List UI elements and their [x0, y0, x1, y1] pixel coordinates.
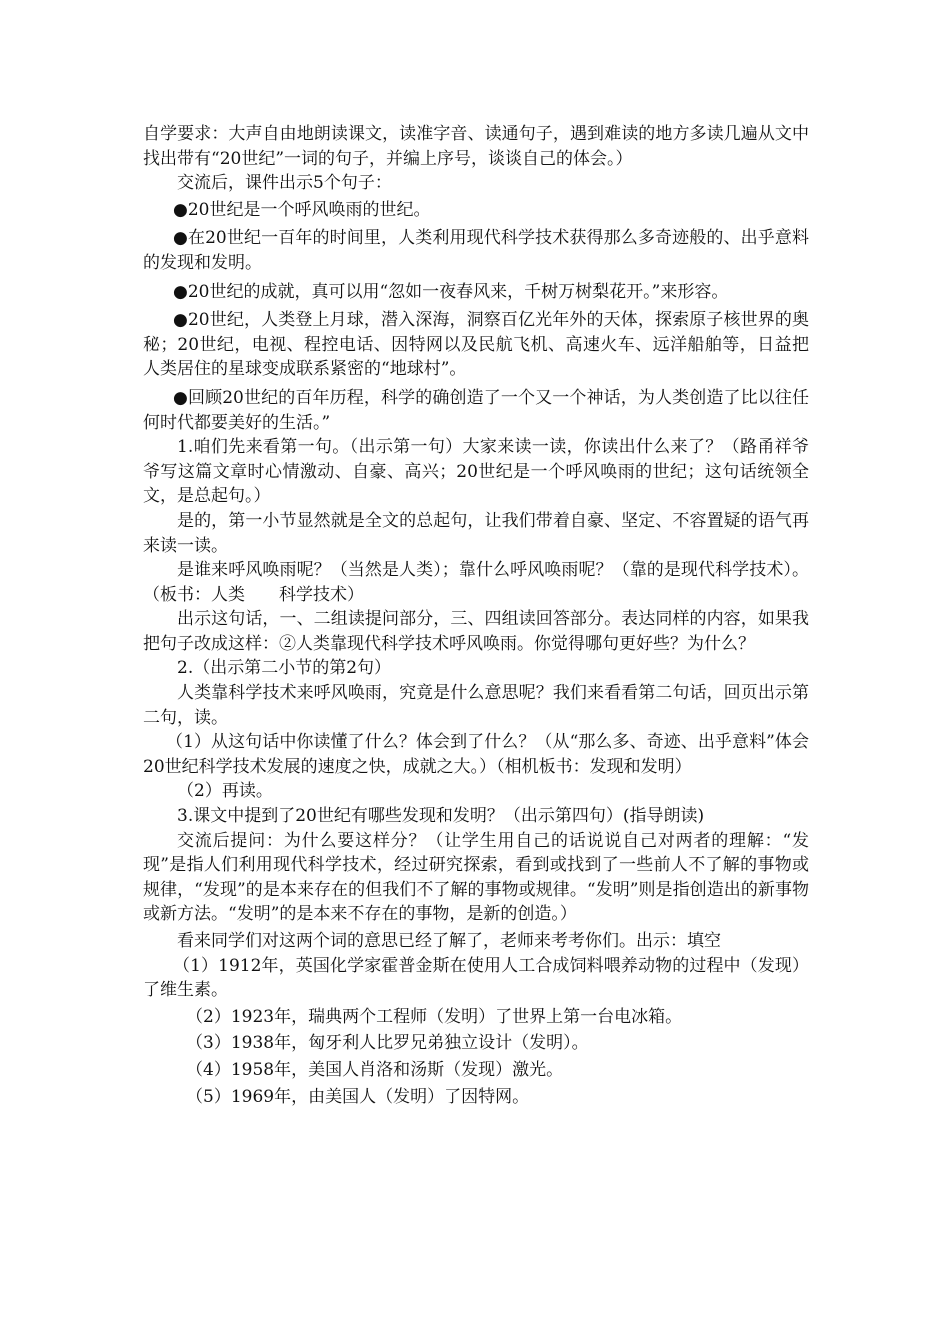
paragraph-item-2: （2）再读。 [177, 781, 273, 802]
paragraph-step-2: 2.（出示第二小节的第2句） [177, 658, 392, 679]
paragraph-exchange-intro: 交流后，课件出示5个句子： [177, 173, 392, 194]
quiz-item-2: （2）1923年，瑞典两个工程师（发明）了世界上第一台电冰箱。 [186, 1006, 683, 1027]
bullet-sentence-1: ●20世纪是一个呼风唤雨的世纪。 [173, 199, 431, 220]
paragraph-step-3: 3.课文中提到了20世纪有哪些发现和发明？（出示第四句）(指导朗读) [177, 806, 705, 827]
paragraph-who-question: 是谁来呼风唤雨呢？（当然是人类）；靠什么呼风唤雨呢？（靠的是现代科学技术）。（板书：人类 科学技术） [143, 560, 809, 605]
paragraph-step-1: 1.咱们先来看第一句。（出示第一句）大家来读一读，你读出什么来了？（路甬祥爷爷写这篇文章时心情激动、自豪、高兴；20世纪是一个呼风唤雨的世纪；这句话统领全文，是总起句。） [143, 437, 809, 507]
quiz-item-3: （3）1938年，匈牙利人比罗兄弟独立设计（发明）。 [186, 1033, 589, 1054]
bullet-sentence-5: ●回顾20世纪的百年历程，科学的确创造了一个又一个神话，为人类创造了比以往任何时代都要美好的生活。” [143, 387, 809, 433]
paragraph-group-reading: 出示这句话，一、二组读提问部分，三、四组读回答部分。表达同样的内容，如果我把句子改成这样：②人类靠现代科学技术呼风唤雨。你觉得哪句更好些？为什么？ [143, 609, 809, 654]
quiz-item-4: （4）1958年，美国人肖洛和汤斯（发现）激光。 [186, 1059, 564, 1080]
paragraph-discovery-invention: 交流后提问：为什么要这样分？（让学生用自己的话说说自己对两者的理解：“发现”是指人们利用现代科学技术，经过研究探索，看到或找到了一些前人不了解的事物或规律，“发现”的是本来存在的但我们不了解的事物或规律。“发明”则是指创造出的新事物或新方法。“发明”的是本来不存在的事物，是新的创造。） [143, 830, 809, 925]
document-page [143, 122, 809, 1109]
paragraph-summary-sentence: 是的，第一小节显然就是全文的总起句，让我们带着自豪、坚定、不容置疑的语气再来读一读。 [143, 510, 809, 556]
paragraph-second-sentence: 人类靠科学技术来呼风唤雨，究竟是什么意思呢？我们来看看第二句话，回页出示第二句，读。 [143, 683, 809, 728]
quiz-item-1: （1）1912年，英国化学家霍普金斯在使用人工合成饲料喂养动物的过程中（发现）了维生素。 [143, 955, 809, 1001]
bullet-sentence-4: ●20世纪，人类登上月球，潜入深海，洞察百亿光年外的天体，探索原子核世界的奥秘；20世纪，电视、程控电话、因特网以及民航飞机、高速火车、远洋船舶等，日益把人类居住的星球变成联系紧密的“地球村”。 [143, 310, 809, 380]
bullet-sentence-2: ●在20世纪一百年的时间里，人类利用现代科学技术获得那么多奇迹般的、出乎意料的发现和发明。 [143, 228, 809, 273]
paragraph-self-study: 自学要求：大声自由地朗读课文，读准字音、读通句子，遇到难读的地方多读几遍从文中找出带有“20世纪”一词的句子，并编上序号，谈谈自己的体会。） [143, 124, 809, 169]
quiz-item-5: （5）1969年，由美国人（发明）了因特网。 [186, 1086, 530, 1107]
bullet-sentence-3: ●20世纪的成就，真可以用“忽如一夜春风来，千树万树梨花开。”来形容。 [173, 281, 729, 302]
paragraph-quiz-intro: 看来同学们对这两个词的意思已经了解了，老师来考考你们。出示：填空 [177, 931, 721, 951]
paragraph-item-1: （1）从这句话中你读懂了什么？体会到了什么？（从“那么多、奇迹、出乎意料”体会20世纪科学技术发展的速度之快，成就之大。）（相机板书：发现和发明） [143, 732, 809, 777]
